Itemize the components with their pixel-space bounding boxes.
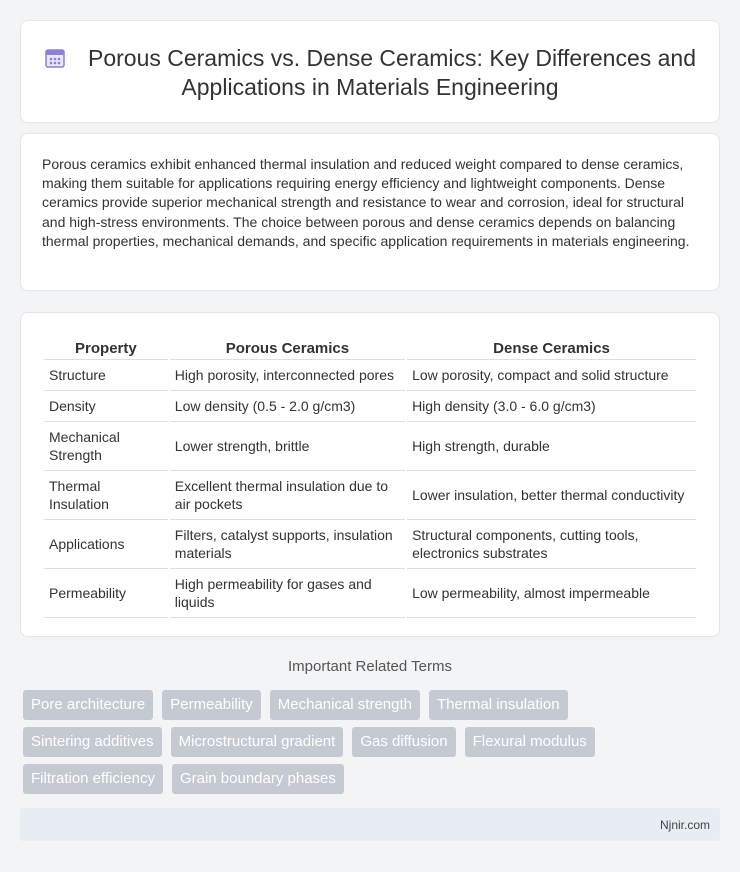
- term-row: [23, 727, 723, 757]
- term-tag[interactable]: Sintering additives: [23, 727, 162, 757]
- term-tag[interactable]: Flexural modulus: [465, 727, 595, 757]
- property-cell: Mechanical Strength: [44, 422, 168, 471]
- comparison-table-card: [20, 312, 720, 637]
- property-cell: Density: [44, 391, 168, 422]
- property-cell: Permeability: [44, 569, 168, 618]
- table-row: [44, 520, 696, 569]
- porous-cell: Filters, catalyst supports, insulation materials: [170, 520, 405, 569]
- footer: [20, 808, 720, 841]
- term-tag[interactable]: Mechanical strength: [270, 690, 420, 720]
- porous-cell: High porosity, interconnected pores: [170, 360, 405, 391]
- summary-card: [20, 133, 720, 291]
- dense-cell: High density (3.0 - 6.0 g/cm3): [407, 391, 696, 422]
- page-title: Porous Ceramics vs. Dense Ceramics: Key Differences and Applications in Materials Engineering: [87, 45, 697, 100]
- porous-cell: Lower strength, brittle: [170, 422, 405, 471]
- header-property: Property: [44, 334, 168, 360]
- porous-cell: High permeability for gases and liquids: [170, 569, 405, 618]
- table-row: [44, 471, 696, 520]
- term-row: [23, 764, 723, 794]
- property-cell: Thermal Insulation: [44, 471, 168, 520]
- porous-cell: Excellent thermal insulation due to air pockets: [170, 471, 405, 520]
- property-cell: Applications: [44, 520, 168, 569]
- table-row: [44, 360, 696, 391]
- term-tag[interactable]: Pore architecture: [23, 690, 153, 720]
- term-row: [23, 690, 723, 720]
- summary-text: Porous ceramics exhibit enhanced thermal insulation and reduced weight compared to dense ceramics, making them suitable for applications requiring energy efficiency and lightweight components. Dense ceramics provide superior mechanical strength and resistance to wear and corrosion, ideal for structural and high-stress environments. The choice between porous and dense ceramics depends on balancing thermal properties, mechanical demands, and specific application requirements in materials engineering.: [42, 156, 690, 249]
- dense-cell: Structural components, cutting tools, electronics substrates: [407, 520, 696, 569]
- table-row: [44, 391, 696, 422]
- comparison-table: [42, 334, 698, 618]
- term-tag[interactable]: Gas diffusion: [352, 727, 455, 757]
- dense-cell: Low porosity, compact and solid structure: [407, 360, 696, 391]
- dense-cell: Low permeability, almost impermeable: [407, 569, 696, 618]
- term-tag[interactable]: Filtration efficiency: [23, 764, 163, 794]
- table-header-row: [44, 334, 696, 360]
- header-porous: Porous Ceramics: [170, 334, 405, 360]
- term-tag[interactable]: Thermal insulation: [429, 690, 568, 720]
- header-dense: Dense Ceramics: [407, 334, 696, 360]
- term-tag[interactable]: Microstructural gradient: [171, 727, 344, 757]
- table-row: [44, 422, 696, 471]
- property-cell: Structure: [44, 360, 168, 391]
- page-title-wrap: [21, 44, 719, 102]
- calendar-icon: [44, 47, 66, 69]
- dense-cell: High strength, durable: [407, 422, 696, 471]
- table-row: [44, 569, 696, 618]
- footer-site[interactable]: Njnir.com: [659, 818, 710, 832]
- term-tag[interactable]: Permeability: [162, 690, 261, 720]
- title-card: [20, 20, 720, 123]
- related-terms: [23, 690, 723, 801]
- related-terms-title: Important Related Terms: [288, 658, 452, 675]
- dense-cell: Lower insulation, better thermal conductivity: [407, 471, 696, 520]
- porous-cell: Low density (0.5 - 2.0 g/cm3): [170, 391, 405, 422]
- term-tag[interactable]: Grain boundary phases: [172, 764, 344, 794]
